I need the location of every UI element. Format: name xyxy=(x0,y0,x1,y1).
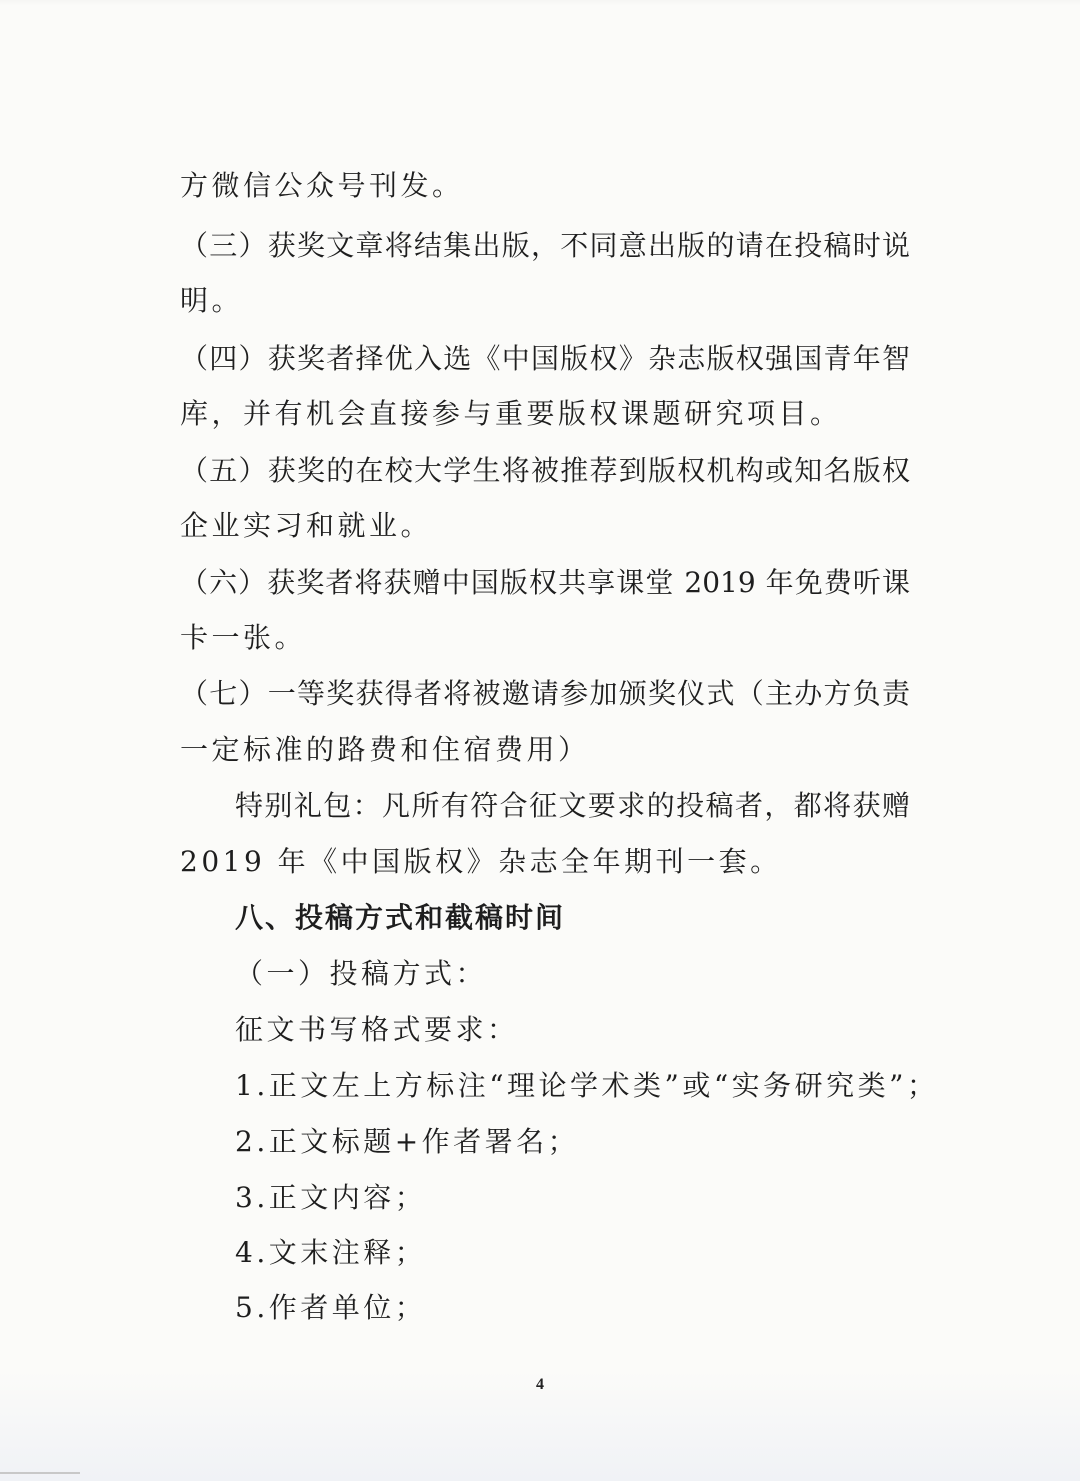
text-line: （一）投稿方式： xyxy=(235,957,488,990)
page-number: 4 xyxy=(536,1376,544,1393)
text-line: （六）获奖者将获赠中国版权共享课堂 2019 年免费听课 xyxy=(180,566,910,599)
list-item: 5.作者单位； xyxy=(235,1291,427,1324)
text-line: 征文书写格式要求： xyxy=(235,1013,519,1046)
list-item: 1.正文左上方标注“理论学术类”或“实务研究类”； xyxy=(235,1069,939,1102)
text-line: 明。 xyxy=(180,284,244,317)
section-heading: 八、投稿方式和截稿时间 xyxy=(235,901,566,934)
text-line: 企业实习和就业。 xyxy=(180,509,433,542)
text-line: （三）获奖文章将结集出版，不同意出版的请在投稿时说 xyxy=(180,229,910,262)
text-line: 方微信公众号刊发。 xyxy=(180,169,464,202)
text-line: 特别礼包：凡所有符合征文要求的投稿者，都将获赠 xyxy=(235,789,910,822)
text-line: 卡一张。 xyxy=(180,621,307,654)
text-line: （四）获奖者择优入选《中国版权》杂志版权强国青年智 xyxy=(180,342,910,375)
scan-edge-line xyxy=(0,1472,80,1474)
text-line: 一定标准的路费和住宿费用） xyxy=(180,733,590,766)
text-line: 2019 年《中国版权》杂志全年期刊一套。 xyxy=(180,845,782,878)
text-line: （七）一等奖获得者将被邀请参加颁奖仪式（主办方负责 xyxy=(180,677,910,710)
text-line: 库，并有机会直接参与重要版权课题研究项目。 xyxy=(180,397,842,430)
list-item: 2.正文标题+作者署名； xyxy=(235,1125,580,1158)
list-item: 3.正文内容； xyxy=(235,1181,427,1214)
text-line: （五）获奖的在校大学生将被推荐到版权机构或知名版权 xyxy=(180,454,910,487)
list-item: 4.文末注释； xyxy=(235,1236,427,1269)
